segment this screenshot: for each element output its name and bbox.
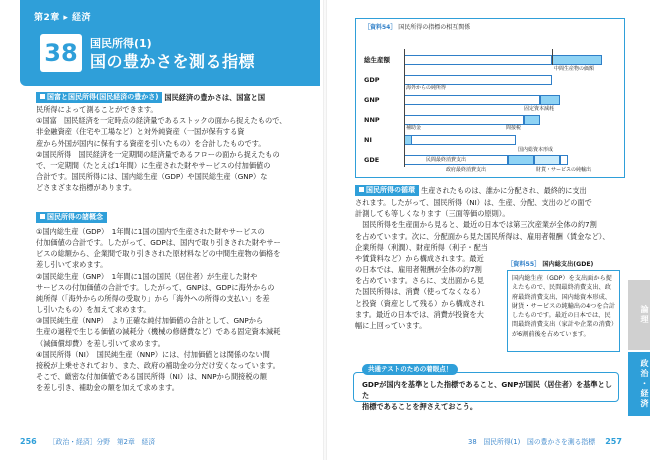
text-line: で、一定期間（たとえば1年間）に生産された財やサービスの付加価値の xyxy=(36,160,271,170)
guide-line xyxy=(404,49,405,167)
exam-tip-text xyxy=(362,380,612,412)
box-gde xyxy=(507,270,620,352)
bar-gnp xyxy=(404,95,540,105)
bar-gde-capital xyxy=(534,155,560,165)
text-line: GDPが国内を基準とした指標であること、GNPが国民（居住者）を基準とした xyxy=(362,380,612,400)
label-private-consumption: 民間最終消費支出 xyxy=(426,157,467,163)
text-line: ②国民総生産（GNP） 1年間に1国の国民（居住者）が生産した財や xyxy=(36,271,258,281)
text-line: （減価償却費）を差し引いて求めます。 xyxy=(36,338,165,348)
text-line: を占めています。次に、分配面から見た国民所得は、雇用者報酬（賃金など）、 xyxy=(355,231,610,241)
text-line: ④国民所得（NI） 国民純生産（NNP）には、付加価値とは関係のない間 xyxy=(36,349,270,359)
side-tab-logic[interactable]: 論理 xyxy=(628,280,650,350)
bar-nnp xyxy=(404,115,524,125)
text-line: と投資（資産として残る）から構成され xyxy=(355,298,485,308)
text-line: ます。最近の日本では、消費が投資を大 xyxy=(355,309,484,319)
section-tag-concepts: 国民所得の諸概念 xyxy=(36,212,107,223)
row-label-gnp: GNP xyxy=(364,96,380,104)
bar-indirect-tax xyxy=(524,115,540,125)
guide-line xyxy=(552,49,553,65)
chapter-label: 第2章 ▸ 経済 xyxy=(34,13,92,23)
text-line: 生産されたものは、誰かに分配され、最終的に支出 xyxy=(421,186,587,195)
text-line: ①国富 国民経済を一定時点の経済量であるストックの面から捉えたもので、 xyxy=(36,116,287,126)
label-net-export: 財貨・サービスの純輸出 xyxy=(536,167,592,173)
text-line: や賃貸料など）から構成されます。最近 xyxy=(355,253,484,263)
row-label-ni: NI xyxy=(364,136,372,144)
text-line: 合計です。国民所得には、国内総生産（GDP）や国民総生産（GNP）な xyxy=(36,172,268,182)
text-line: 幅に上回っています。 xyxy=(355,320,427,330)
text-line: 産から外国が国内に保有する資産を引いたもの）を合計したものです。 xyxy=(36,138,266,148)
text-line: 純所得（「海外からの所得の受取り」から「海外への所得の支払い」を差 xyxy=(36,293,270,303)
label-overseas: 海外からの純所得 xyxy=(406,85,447,91)
left-footer xyxy=(20,436,155,448)
text-line: 企業所得（利潤）、財産所得（利子・配当 xyxy=(355,242,488,252)
text-line: ②国民所得 国民経済を一定期間の経済量であるフローの面から捉えたもの xyxy=(36,149,280,159)
bar-ni xyxy=(404,135,516,145)
label-government-consumption: 政府最終消費支出 xyxy=(446,167,487,173)
box55-text: 国内総生産（GDP）を支出面から捉えたもので、民間最終消費支出、政府最終消費支出、国内総資本形成、財貨・サービスの純輸出の4つを合計したものです。最近の日本では、民間最終消費支出（家計や企業の消費）が6割前後を占めています。 xyxy=(512,275,615,338)
row-label-gde: GDE xyxy=(364,156,380,164)
section-tag-wealth: 国富と国民所得(国民経済の豊かさ) xyxy=(36,92,162,103)
text-line: の日本では、雇用者報酬が全体の約7割 xyxy=(355,265,482,275)
label-intermediate: 中間生産物の価額 xyxy=(554,66,595,72)
national-income-diagram xyxy=(355,18,625,178)
label-subsidy: 補助金 xyxy=(406,125,422,131)
bar-gdp xyxy=(404,75,552,85)
text-line: た国民所得は、消費（使ってなくなる） xyxy=(355,287,485,297)
box55-caption: ［資料55］ 国内総支出(GDE) xyxy=(507,261,594,268)
page-title: 国の豊かさを測る指標 xyxy=(90,52,256,71)
section-concepts xyxy=(36,212,294,393)
text-line: そこで、厳密な付加価値である国民所得（NI）は、NNPから間接税の額 xyxy=(36,372,267,382)
gutter xyxy=(323,0,327,460)
footer-text: ［政治・経済］分野 第2章 経済 xyxy=(48,438,156,446)
side-tab-politics-economy[interactable]: 政治・経済 xyxy=(628,352,650,416)
page-number: 256 xyxy=(20,437,37,446)
right-footer xyxy=(468,436,622,448)
bar-intermediate xyxy=(552,55,602,65)
page-number: 257 xyxy=(605,437,622,446)
label-indirect-tax: 間接税 xyxy=(506,125,522,131)
text-line: 民所得によって測ることができます。 xyxy=(36,105,158,115)
text-line: 指標であることを押さえておこう。 xyxy=(362,401,478,411)
text-line: 計測しても等しくなります（三面等価の原則）。 xyxy=(355,209,510,219)
text-line: 差し引いて求めます。 xyxy=(36,260,108,270)
text-line: 生産の過程で生じる価値の減耗分（機械の修繕費など）である固定資本減耗 xyxy=(36,327,281,337)
label-depreciation: 固定資本減耗 xyxy=(524,106,555,112)
diagram-title: ［資料54］ 国民所得の指標の相互関係 xyxy=(364,24,471,31)
text-line: どさまざまな指標があります。 xyxy=(36,183,137,193)
footer-text: 38 国民所得(1) 国の豊かさを測る指標 xyxy=(468,438,596,446)
bar-gross xyxy=(404,55,552,65)
row-label-gdp: GDP xyxy=(364,76,380,84)
exam-tip-heading: 共通テストのための着眼点！ xyxy=(362,364,458,375)
row-label-nnp: NNP xyxy=(364,116,380,124)
text-line: を差し引き、補助金の額を加えて求めます。 xyxy=(36,383,179,393)
text-line: ①国内総生産（GDP） 1年間に1国の国内で生産された財やサービスの xyxy=(36,227,265,236)
section-subtitle: 国民所得(1) xyxy=(90,37,152,50)
text-line: ③国民純生産（NNP） より正確な純付加価値の合計として、GNPから xyxy=(36,316,264,326)
bar-subsidy xyxy=(404,135,412,145)
section-wealth xyxy=(36,92,294,193)
text-line: し引いたもの）を加えて求めます。 xyxy=(36,305,151,315)
text-line: されます。したがって、国民所得（NI）は、生産、分配、支出のどの面で xyxy=(355,198,592,208)
section-tag-circulation: 国民所得の循環 xyxy=(355,185,419,196)
bar-depreciation xyxy=(540,95,560,105)
text-line: ビスの総額から、企業間で取り引きされた原材料などの中間生産物の価格を xyxy=(36,249,281,259)
bar-gde-export xyxy=(560,155,568,165)
row-label-gross: 総生産額 xyxy=(364,56,390,64)
text-line: 接税が上乗せされており、また、政府の補助金の分だけ安くなっています。 xyxy=(36,360,280,370)
text-line: 非金融資産（住宅や工場など）と対外純資産（一国が保有する資 xyxy=(36,127,245,137)
text-line: サービスの付加価値の合計です。したがって、GNPは、GDPに海外からの xyxy=(36,282,275,292)
section-number: 38 xyxy=(40,34,82,72)
text-line: を占めています。さらに、支出面から見 xyxy=(355,276,484,286)
bar-gde-government xyxy=(508,155,534,165)
text-line: 付加価値の合計です。したがって、GDPは、国内で取り引きされた財やサー xyxy=(36,238,281,248)
label-capital-formation: 国内総資本形成 xyxy=(518,147,554,153)
text-line: 国民経済の豊かさは、国富と国 xyxy=(164,93,266,102)
text-line: 国民所得を生産面から見ると、最近の日本では第三次産業が全体の約7割 xyxy=(355,220,597,230)
